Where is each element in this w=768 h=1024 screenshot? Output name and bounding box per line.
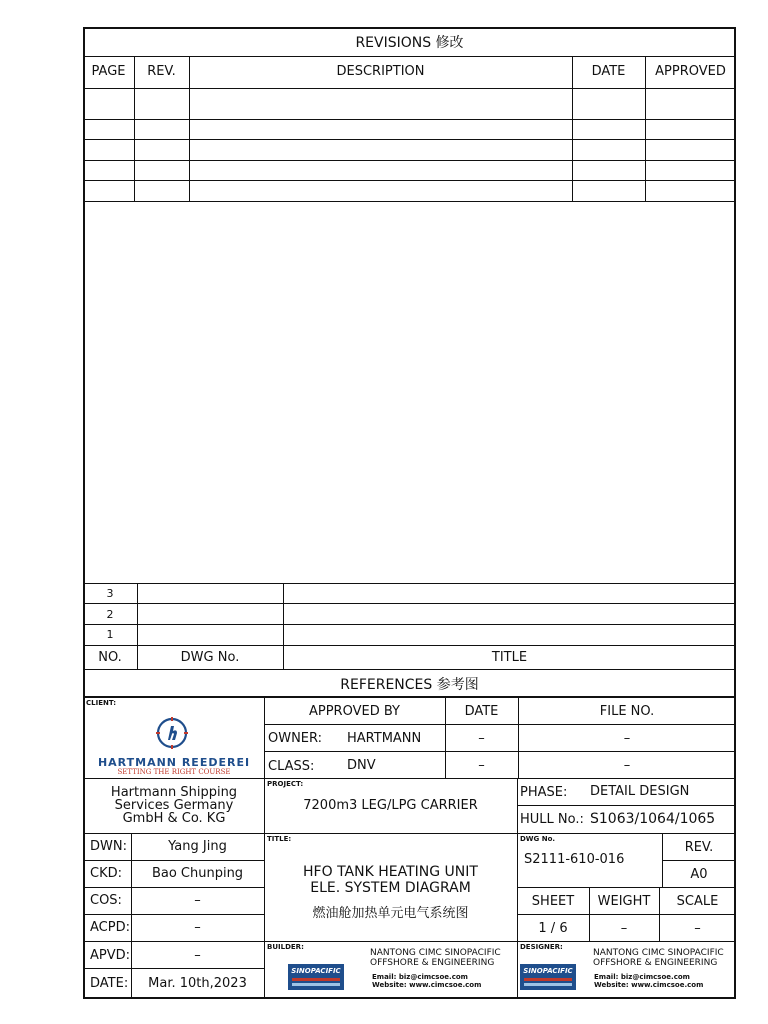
weight-label: WEIGHT: [597, 894, 651, 909]
owner-date: –: [478, 731, 485, 746]
class-label: CLASS:: [268, 759, 315, 774]
rev-header-description: DESCRIPTION: [336, 64, 425, 79]
sheet-value: 1 / 6: [538, 921, 568, 936]
rev-header-date: DATE: [591, 64, 626, 79]
tb-line: [264, 724, 736, 725]
designer-logo-icon: [520, 964, 576, 990]
list-line: [83, 603, 736, 604]
dwg-no-value: S2111-610-016: [524, 852, 625, 867]
ckd-value: Bao Chunping: [151, 866, 244, 881]
acpd-value: –: [194, 920, 201, 935]
list-header-title: TITLE: [491, 650, 528, 665]
apvd-value: –: [194, 948, 201, 963]
client-company-line3: GmbH & Co. KG: [122, 811, 226, 826]
tb-line: [517, 887, 736, 888]
owner-value: HARTMANN: [347, 731, 422, 746]
tb-col-line: [517, 778, 518, 999]
client-company-line2: Services Germany: [114, 798, 234, 813]
scale-value: –: [694, 921, 701, 936]
designer-logo-stripe: [524, 983, 572, 986]
sheet-label: SHEET: [531, 894, 575, 909]
builder-logo-stripe: [292, 978, 340, 981]
cos-value: –: [194, 893, 201, 908]
project-label: PROJECT:: [267, 780, 304, 788]
tb-line: [83, 860, 264, 861]
list-line: [83, 669, 736, 670]
rev-header-approved: APPROVED: [655, 64, 726, 79]
rev-line: [83, 139, 736, 140]
list-header-dwg-no: DWG No.: [180, 650, 240, 665]
builder-email: Email: biz@cimcsoe.com: [372, 973, 468, 981]
phase-label: PHASE:: [520, 785, 568, 800]
tb-line: [83, 968, 264, 969]
client-brand: HARTMANN REEDEREI: [97, 756, 251, 769]
tb-line: [662, 860, 736, 861]
hartmann-logo-icon: [155, 716, 189, 750]
references-title: REFERENCES 参考图: [340, 677, 479, 693]
rev-line: [83, 180, 736, 181]
date-label: DATE:: [90, 976, 129, 991]
tb-line: [264, 751, 736, 752]
class-date: –: [478, 758, 485, 773]
designer-name-line2: OFFSHORE & ENGINEERING: [593, 958, 718, 968]
list-header-no: NO.: [98, 650, 122, 665]
owner-file-no: –: [623, 731, 631, 746]
rev-value: A0: [690, 867, 708, 882]
builder-label: BUILDER:: [267, 943, 304, 951]
rev-line: [83, 160, 736, 161]
client-tagline: SETTING THE RIGHT COURSE: [117, 768, 231, 776]
rev-line: [83, 56, 736, 57]
acpd-label: ACPD:: [90, 920, 130, 935]
approved-by-header: APPROVED BY: [308, 704, 400, 719]
tb-line: [83, 778, 736, 779]
title-label: TITLE:: [267, 835, 292, 843]
date-value: Mar. 10th,2023: [148, 976, 247, 991]
title-block-top-line: [83, 696, 736, 698]
file-no-header: FILE NO.: [599, 704, 655, 719]
designer-logo-stripe: [524, 978, 572, 981]
revisions-title: REVISIONS 修改: [355, 35, 464, 51]
list-line: [83, 583, 736, 584]
class-file-no: –: [623, 758, 631, 773]
phase-value: DETAIL DESIGN: [590, 784, 690, 799]
drawing-title-line2: ELE. SYSTEM DIAGRAM: [310, 880, 471, 896]
tb-line: [517, 914, 736, 915]
tb-line: [264, 941, 736, 942]
list-line: [83, 645, 736, 646]
designer-logo-text: SINOPACIFIC: [523, 967, 573, 975]
apvd-label: APVD:: [90, 948, 131, 963]
designer-name-line1: NANTONG CIMC SINOPACIFIC: [593, 948, 724, 958]
hull-value: S1063/1064/1065: [590, 811, 716, 827]
list-row-no: 1: [106, 628, 114, 641]
dwg-no-label: DWG No.: [520, 835, 556, 843]
dwn-value: Yang Jing: [168, 839, 227, 854]
tb-line: [83, 941, 264, 942]
builder-logo-text: SINOPACIFIC: [291, 967, 341, 975]
tb-line: [517, 805, 736, 806]
rev-line: [83, 88, 736, 89]
rev-line: [83, 119, 736, 120]
builder-website: Website: www.cimcsoe.com: [372, 981, 482, 989]
list-line: [83, 624, 736, 625]
rev-line: [83, 201, 736, 202]
scale-label: SCALE: [676, 894, 719, 909]
owner-label: OWNER:: [268, 731, 323, 746]
drawing-title-line3: 燃油舱加热单元电气系统图: [312, 906, 469, 921]
dwn-label: DWN:: [90, 839, 127, 854]
tb-col-line: [131, 833, 132, 999]
client-label: CLIENT:: [86, 699, 117, 707]
rev-header-page: PAGE: [91, 64, 126, 79]
builder-logo-icon: [288, 964, 344, 990]
cos-label: COS:: [90, 893, 122, 908]
list-row-no: 2: [106, 608, 114, 621]
approval-date-header: DATE: [464, 704, 499, 719]
drawing-title-line1: HFO TANK HEATING UNIT: [303, 864, 478, 880]
rev-label: REV.: [684, 840, 714, 855]
designer-website: Website: www.cimcsoe.com: [594, 981, 704, 989]
designer-email: Email: biz@cimcsoe.com: [594, 973, 690, 981]
class-value: DNV: [347, 758, 376, 773]
list-row-no: 3: [106, 587, 114, 600]
tb-line: [83, 833, 736, 834]
project-value: 7200m3 LEG/LPG CARRIER: [303, 798, 478, 813]
builder-name-line2: OFFSHORE & ENGINEERING: [370, 958, 495, 968]
client-company-line1: Hartmann Shipping: [110, 785, 238, 800]
designer-label: DESIGNER:: [520, 943, 563, 951]
tb-line: [83, 914, 264, 915]
weight-value: –: [620, 921, 628, 936]
tb-line: [83, 887, 264, 888]
builder-logo-stripe: [292, 983, 340, 986]
tb-col-line: [264, 696, 265, 999]
hull-label: HULL No.:: [520, 812, 584, 827]
ckd-label: CKD:: [90, 866, 122, 881]
rev-header-rev: REV.: [147, 64, 176, 79]
builder-name-line1: NANTONG CIMC SINOPACIFIC: [370, 948, 501, 958]
